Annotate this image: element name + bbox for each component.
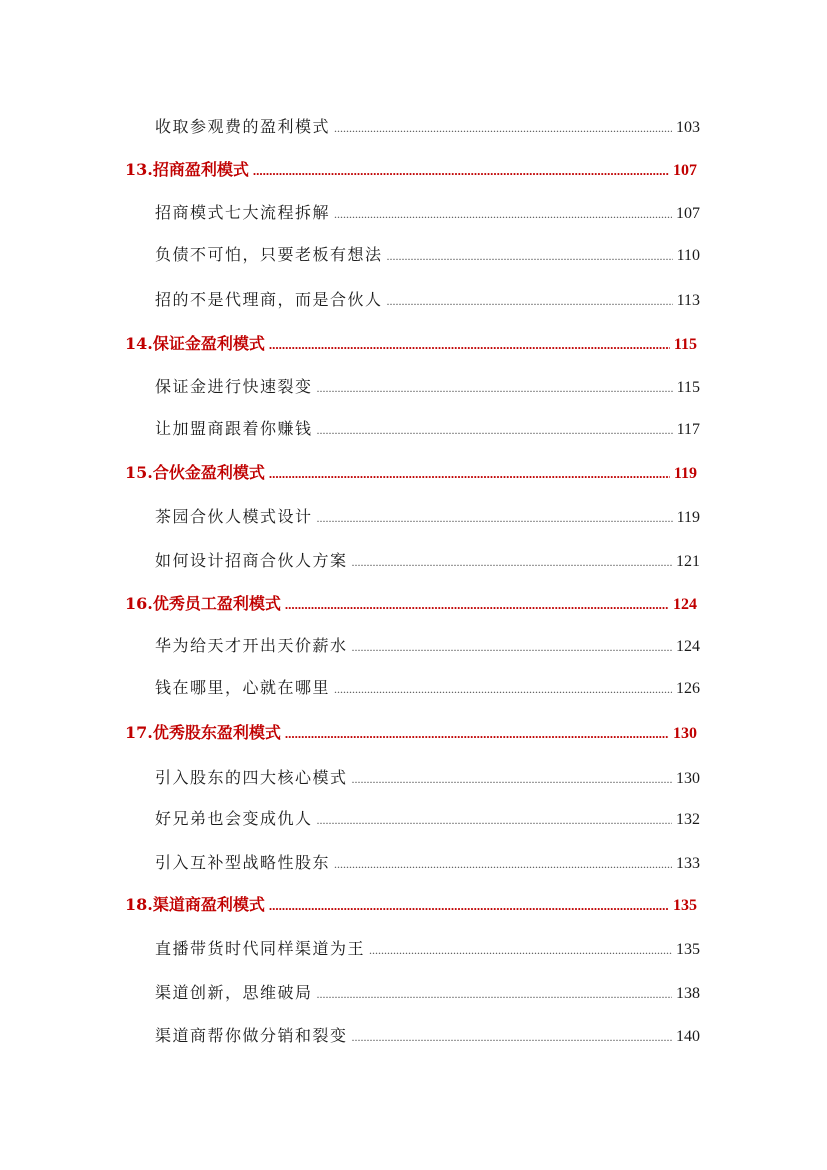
toc-chapter[interactable]	[125, 157, 697, 180]
toc-entry-page: 107	[676, 205, 700, 222]
toc-entry[interactable]	[155, 548, 700, 571]
toc-dot-leader	[387, 294, 673, 309]
toc-dot-leader	[317, 381, 673, 396]
toc-chapter[interactable]	[125, 331, 697, 354]
toc-dot-leader	[352, 1030, 672, 1045]
toc-entry[interactable]	[155, 675, 700, 698]
toc-entry-page: 130	[676, 770, 700, 787]
toc-dot-leader	[352, 555, 672, 570]
toc-entry-page: 103	[676, 119, 700, 136]
toc-entry-page: 124	[676, 638, 700, 655]
toc-entry-title: 招商模式七大流程拆解	[155, 203, 331, 222]
toc-chapter-page: 124	[673, 596, 697, 613]
toc-chapter-title: 15.合伙金盈利模式	[125, 463, 265, 482]
toc-entry[interactable]	[155, 936, 700, 959]
toc-entry-page: 140	[676, 1028, 700, 1045]
toc-entry[interactable]	[155, 114, 700, 137]
toc-entry[interactable]	[155, 242, 700, 265]
toc-chapter-page: 115	[673, 336, 697, 353]
toc-entry-page: 132	[676, 811, 700, 828]
toc-chapter-title: 17.优秀股东盈利模式	[125, 723, 281, 742]
toc-entry[interactable]	[155, 374, 700, 397]
toc-entry-page: 133	[676, 855, 700, 872]
toc-entry-title: 如何设计招商合伙人方案	[155, 551, 348, 570]
toc-entry-page: 117	[676, 421, 700, 438]
toc-entry-page: 115	[676, 379, 700, 396]
toc-entry[interactable]	[155, 1023, 700, 1046]
toc-dot-leader	[269, 466, 670, 482]
toc-chapter-title: 13.招商盈利模式	[125, 160, 249, 179]
toc-chapter[interactable]	[125, 720, 697, 743]
toc-entry-title: 渠道商帮你做分销和裂变	[155, 1026, 348, 1045]
toc-dot-leader	[269, 898, 669, 914]
toc-dot-leader	[334, 682, 672, 697]
toc-dot-leader	[317, 987, 672, 1002]
toc-dot-leader	[352, 640, 672, 655]
toc-dot-leader	[334, 121, 672, 136]
toc-chapter-title: 14.保证金盈利模式	[125, 334, 265, 353]
toc-entry[interactable]	[155, 287, 700, 310]
toc-entry[interactable]	[155, 504, 700, 527]
toc-entry[interactable]	[155, 416, 700, 439]
toc-entry-page: 113	[676, 292, 700, 309]
toc-chapter-title: 18.渠道商盈利模式	[125, 895, 265, 914]
toc-entry-title: 好兄弟也会变成仇人	[155, 809, 313, 828]
toc-entry-title: 渠道创新，思维破局	[155, 983, 313, 1002]
toc-entry-title: 钱在哪里，心就在哪里	[155, 678, 331, 697]
toc-chapter-page: 119	[673, 465, 697, 482]
toc-entry[interactable]	[155, 850, 700, 873]
toc-dot-leader	[369, 943, 672, 958]
toc-chapter-page: 130	[673, 725, 697, 742]
toc-dot-leader	[317, 423, 673, 438]
toc-dot-leader	[334, 207, 672, 222]
toc-entry-title: 引入股东的四大核心模式	[155, 768, 348, 787]
toc-dot-leader	[285, 597, 669, 613]
toc-chapter-page: 135	[673, 897, 697, 914]
toc-dot-leader	[334, 857, 672, 872]
toc-entry[interactable]	[155, 765, 700, 788]
toc-chapter[interactable]	[125, 591, 697, 614]
toc-entry-page: 126	[676, 680, 700, 697]
toc-dot-leader	[253, 163, 669, 179]
toc-entry-page: 119	[676, 509, 700, 526]
toc-dot-leader	[352, 772, 672, 787]
toc-entry-page: 138	[676, 985, 700, 1002]
toc-entry[interactable]	[155, 200, 700, 223]
toc-entry[interactable]	[155, 980, 700, 1003]
toc-dot-leader	[317, 813, 672, 828]
toc-chapter[interactable]	[125, 460, 697, 483]
toc-entry-page: 121	[676, 553, 700, 570]
toc-entry-title: 保证金进行快速裂变	[155, 377, 313, 396]
toc-entry-title: 收取参观费的盈利模式	[155, 117, 331, 136]
toc-chapter-title: 16.优秀员工盈利模式	[125, 594, 281, 613]
toc-entry-page: 135	[676, 941, 700, 958]
toc-entry-title: 直播带货时代同样渠道为王	[155, 939, 366, 958]
toc-chapter-page: 107	[673, 162, 697, 179]
toc-entry[interactable]	[155, 633, 700, 656]
toc-dot-leader	[317, 511, 673, 526]
toc-dot-leader	[285, 726, 669, 742]
toc-entry-title: 让加盟商跟着你赚钱	[155, 419, 313, 438]
toc-entry[interactable]	[155, 806, 700, 829]
toc-entry-page: 110	[676, 247, 700, 264]
toc-chapter[interactable]	[125, 892, 697, 915]
toc-entry-title: 负债不可怕，只要老板有想法	[155, 245, 383, 264]
toc-dot-leader	[269, 337, 670, 353]
toc-entry-title: 招的不是代理商，而是合伙人	[155, 290, 383, 309]
toc-entry-title: 引入互补型战略性股东	[155, 853, 331, 872]
toc-entry-title: 茶园合伙人模式设计	[155, 507, 313, 526]
toc-dot-leader	[387, 249, 673, 264]
toc-entry-title: 华为给天才开出天价薪水	[155, 636, 348, 655]
